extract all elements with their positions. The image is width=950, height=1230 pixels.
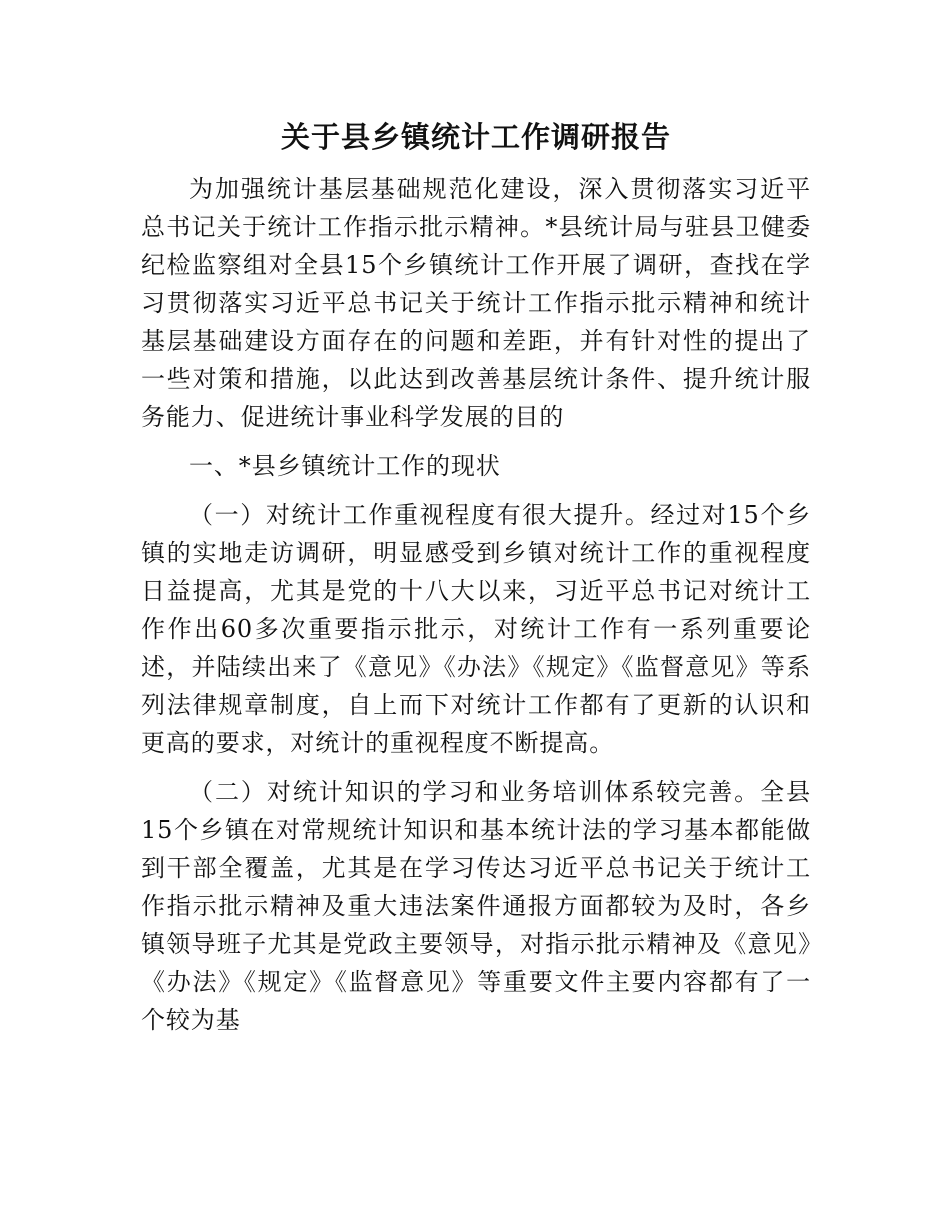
paragraph-subsection-2: （二）对统计知识的学习和业务培训体系较完善。全县15个乡镇在对常规统计知识和基本统计法的学习基本都能做到干部全覆盖，尤其是在学习传达习近平总书记关于统计工作指示批示精神及重大违法案件通报方面都较为及时，各乡镇领导班子尤其是党政主要领导，对指示批示精神及《意见》《办法》《规定》《监督意见》等重要文件主要内容都有了一个较为基: [141, 778, 811, 1034]
paragraph-intro: 为加强统计基层基础规范化建设，深入贯彻落实习近平总书记关于统计工作指示批示精神。*县统计局与驻县卫健委纪检监察组对全县15个乡镇统计工作开展了调研，查找在学习贯彻落实习近平总书记关于统计工作指示批示精神和统计基层基础建设方面存在的问题和差距，并有针对性的提出了一些对策和措施，以此达到改善基层统计条件、提升统计服务能力、促进统计事业科学发展的目的: [141, 175, 811, 431]
document-body: [141, 112, 811, 1039]
document-title: 关于县乡镇统计工作调研报告: [280, 120, 671, 154]
paragraph-subsection-1: （一）对统计工作重视程度有很大提升。经过对15个乡镇的实地走访调研，明显感受到乡镇对统计工作的重视程度日益提高，尤其是党的十八大以来，习近平总书记对统计工作作出60多次重要指示批示，对统计工作有一系列重要论述，并陆续出来了《意见》《办法》《规定》《监督意见》等系列法律规章制度，自上而下对统计工作都有了更新的认识和更高的要求，对统计的重视程度不断提高。: [141, 501, 811, 757]
section-heading-current-status: 一、*县乡镇统计工作的现状: [189, 452, 501, 480]
